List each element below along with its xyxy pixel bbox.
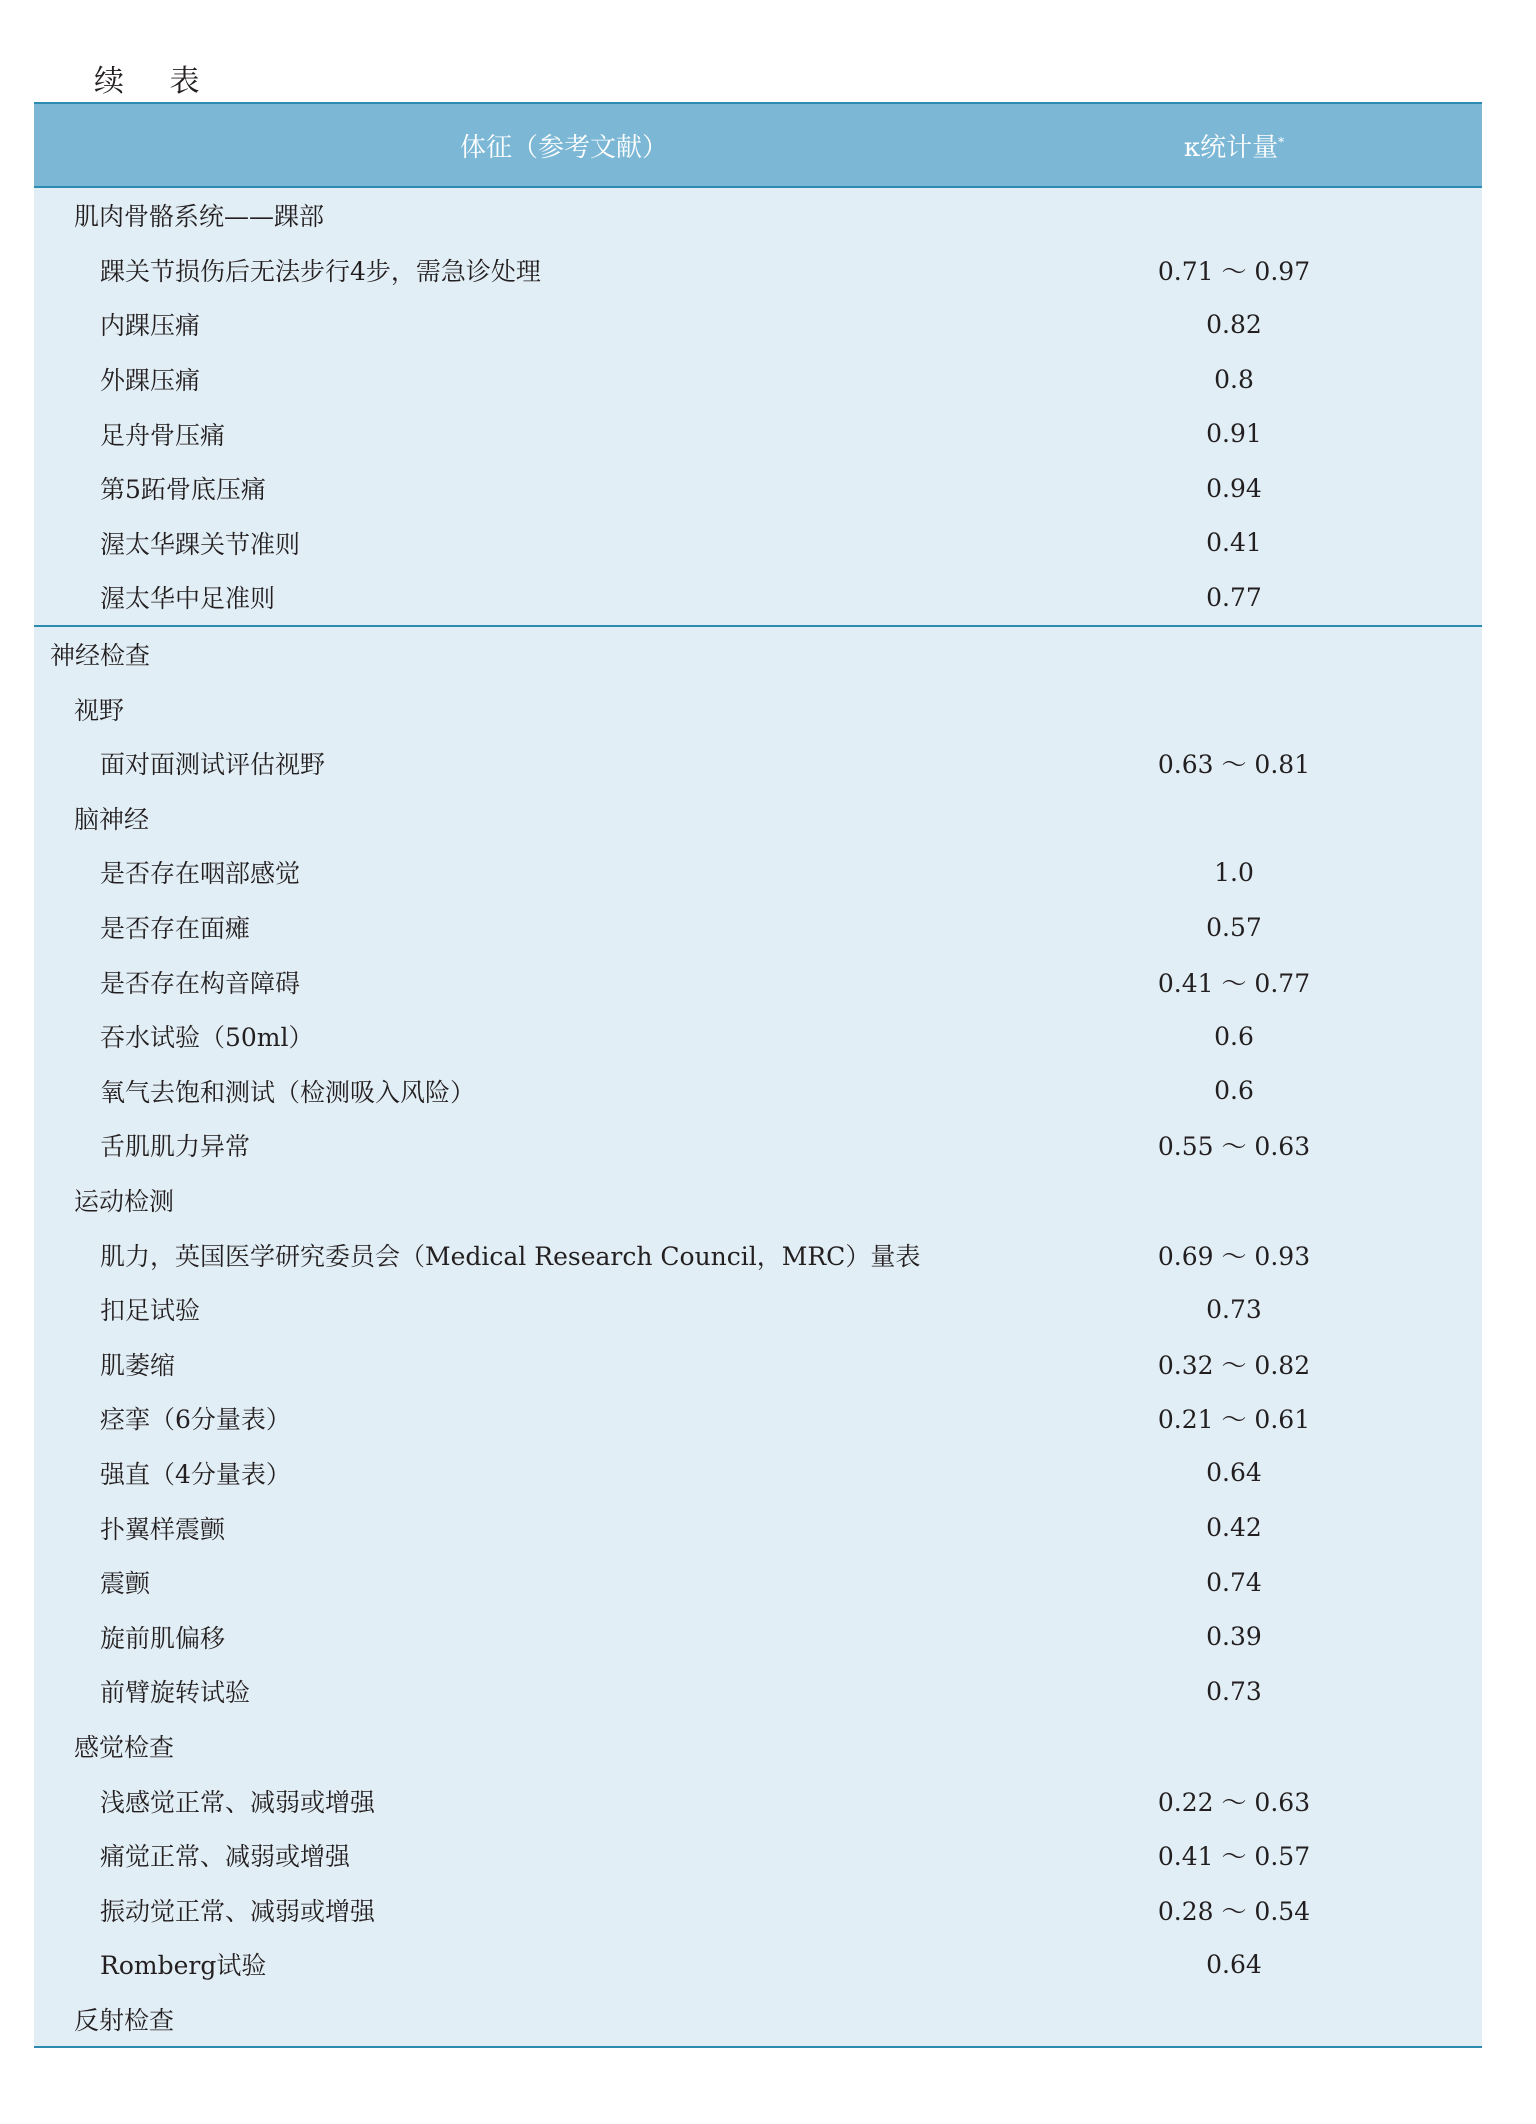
table-row — [34, 1173, 1482, 1228]
cell-sign: 扑翼样震颤 — [100, 1514, 226, 1544]
table-row — [34, 627, 1482, 682]
table-row — [34, 297, 1482, 352]
cell-kappa: 0.74 — [1206, 1567, 1262, 1597]
table-row — [34, 1336, 1482, 1391]
table-row — [34, 1500, 1482, 1555]
cell-kappa: 0.57 — [1206, 912, 1262, 942]
table-row — [34, 681, 1482, 736]
table-row — [34, 1064, 1482, 1119]
cell-sign: 渥太华中足准则 — [100, 584, 276, 614]
cell-kappa: 0.6 — [1214, 1076, 1254, 1106]
cell-sign: 舌肌肌力异常 — [100, 1132, 251, 1162]
cell-kappa: 0.82 — [1206, 309, 1262, 339]
cell-sign: 肌肉骨骼系统——踝部 — [74, 202, 325, 232]
table-row — [34, 845, 1482, 900]
table-row — [34, 1009, 1482, 1064]
cell-kappa: 0.42 — [1206, 1513, 1262, 1543]
cell-sign: 旋前肌偏移 — [100, 1623, 226, 1653]
table-row — [34, 1227, 1482, 1282]
cell-sign: 是否存在构音障碍 — [100, 968, 301, 998]
cell-kappa: 0.63 ～ 0.81 — [1157, 750, 1311, 780]
header-kappa-label: κ统计量 — [1183, 132, 1279, 163]
table-row — [34, 1446, 1482, 1501]
table-row — [34, 570, 1482, 625]
cell-kappa: 0.41 — [1206, 528, 1262, 558]
table-row — [34, 1282, 1482, 1337]
table-row — [34, 900, 1482, 955]
cell-sign: 浅感觉正常、减弱或增强 — [100, 1787, 376, 1817]
table-row — [34, 1992, 1482, 2047]
table-row — [34, 1664, 1482, 1719]
cell-sign: 运动检测 — [74, 1186, 175, 1216]
table-row — [34, 1882, 1482, 1937]
cell-sign: 振动觉正常、减弱或增强 — [100, 1896, 376, 1926]
cell-sign: 是否存在咽部感觉 — [100, 859, 301, 889]
header-kappa-footnote-mark: * — [1278, 134, 1285, 149]
cell-sign: 是否存在面瘫 — [100, 914, 251, 944]
cell-kappa: 0.28 ～ 0.54 — [1157, 1896, 1311, 1926]
table-row — [34, 243, 1482, 298]
table-row — [34, 1773, 1482, 1828]
cell-sign: 面对面测试评估视野 — [100, 750, 326, 780]
table-row — [34, 1937, 1482, 1992]
cell-sign: 外踝压痛 — [100, 366, 201, 396]
table-body — [34, 188, 1482, 2046]
table-row — [34, 188, 1482, 243]
cell-kappa: 0.73 — [1206, 1294, 1262, 1324]
table-row — [34, 1719, 1482, 1774]
table-section — [34, 188, 1482, 627]
cell-kappa: 0.71 ～ 0.97 — [1157, 256, 1311, 286]
cell-sign: 感觉检查 — [74, 1732, 175, 1762]
cell-sign: 视野 — [74, 695, 125, 725]
table-row — [34, 1118, 1482, 1173]
cell-sign: 内踝压痛 — [100, 311, 201, 341]
cell-kappa: 0.6 — [1214, 1021, 1254, 1051]
kappa-table — [34, 102, 1482, 2048]
header-kappa — [1094, 127, 1482, 164]
cell-sign: 第5跖骨底压痛 — [100, 475, 266, 505]
cell-kappa: 0.41 ～ 0.77 — [1157, 968, 1311, 998]
cell-kappa: 0.32 ～ 0.82 — [1157, 1350, 1311, 1380]
cell-kappa: 0.94 — [1206, 473, 1262, 503]
cell-sign: 吞水试验（50ml） — [100, 1023, 314, 1053]
table-row — [34, 461, 1482, 516]
cell-kappa: 0.21 ～ 0.61 — [1157, 1405, 1311, 1435]
cell-kappa: 1.0 — [1214, 857, 1254, 887]
cell-sign: 足舟骨压痛 — [100, 420, 226, 450]
cell-kappa: 0.39 — [1206, 1622, 1262, 1652]
table-row — [34, 516, 1482, 571]
cell-sign: 扣足试验 — [100, 1296, 201, 1326]
header-sign: 体征（参考文献） — [459, 132, 668, 163]
table-section — [34, 627, 1482, 2046]
cell-sign: 强直（4分量表） — [100, 1459, 291, 1489]
table-row — [34, 1609, 1482, 1664]
cell-kappa: 0.69 ～ 0.93 — [1157, 1241, 1311, 1271]
cell-kappa: 0.22 ～ 0.63 — [1157, 1787, 1311, 1817]
table-row — [34, 406, 1482, 461]
cell-sign: 前臂旋转试验 — [100, 1678, 251, 1708]
cell-kappa: 0.8 — [1214, 364, 1254, 394]
cell-sign: Romberg试验 — [100, 1951, 267, 1981]
table-row — [34, 1391, 1482, 1446]
cell-sign: 肌力，英国医学研究委员会（Medical Research Council，MRC）量表 — [100, 1241, 921, 1271]
cell-sign: 脑神经 — [74, 804, 150, 834]
cell-kappa: 0.64 — [1206, 1458, 1262, 1488]
table-row — [34, 1555, 1482, 1610]
table-row — [34, 791, 1482, 846]
table-row — [34, 352, 1482, 407]
cell-kappa: 0.41 ～ 0.57 — [1157, 1842, 1311, 1872]
cell-sign: 渥太华踝关节准则 — [100, 529, 301, 559]
table-row — [34, 736, 1482, 791]
table-row — [34, 954, 1482, 1009]
cell-sign: 神经检查 — [50, 641, 151, 671]
cell-sign: 肌萎缩 — [100, 1350, 176, 1380]
cell-kappa: 0.77 — [1206, 582, 1262, 612]
cell-sign: 氧气去饱和测试（检测吸入风险） — [100, 1077, 476, 1107]
cell-sign: 反射检查 — [74, 2005, 175, 2035]
cell-sign: 痉挛（6分量表） — [100, 1405, 291, 1435]
cell-sign: 痛觉正常、减弱或增强 — [100, 1842, 351, 1872]
cell-sign: 震颤 — [100, 1569, 151, 1599]
table-header — [34, 104, 1482, 188]
cell-kappa: 0.91 — [1206, 419, 1262, 449]
cell-kappa: 0.64 — [1206, 1949, 1262, 1979]
cell-sign: 踝关节损伤后无法步行4步，需急诊处理 — [100, 256, 541, 286]
table-row — [34, 1828, 1482, 1883]
cell-kappa: 0.55 ～ 0.63 — [1157, 1132, 1311, 1162]
cell-kappa: 0.73 — [1206, 1676, 1262, 1706]
table-caption: 续 表 — [94, 64, 218, 99]
